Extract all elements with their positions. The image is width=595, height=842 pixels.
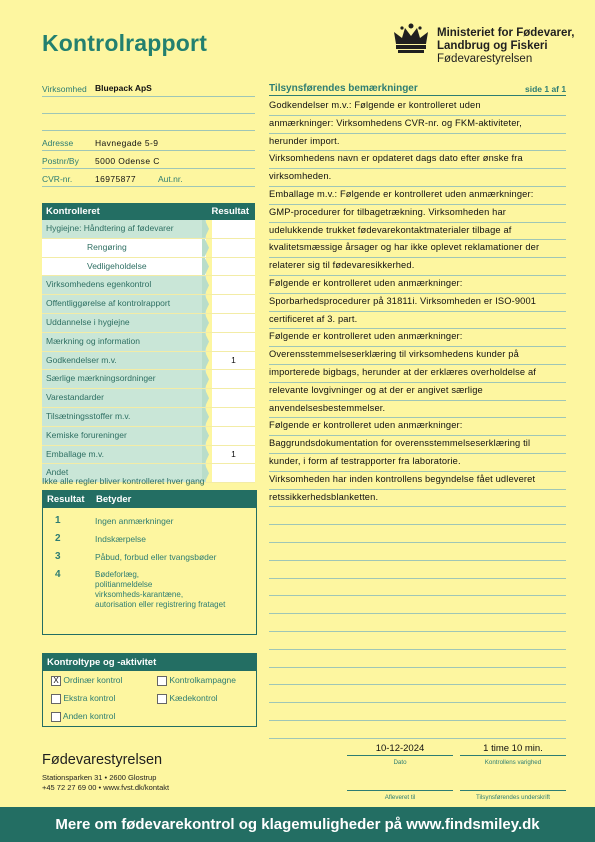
remark-line bbox=[269, 631, 566, 650]
table-row: Kemiske forureninger bbox=[42, 427, 255, 446]
table-row: Særlige mærkningsordninger bbox=[42, 370, 255, 389]
checkbox-ekstra[interactable]: Ekstra kontrol bbox=[51, 693, 115, 704]
crown-logo-icon bbox=[391, 22, 431, 56]
remark-line: Emballage m.v.: Følgende er kontrolleret uden anmærkninger: bbox=[269, 186, 566, 205]
date-label: Dato bbox=[393, 759, 407, 766]
remark-line: Virksomhedens navn er opdateret dags dato efter ønske fra bbox=[269, 150, 566, 169]
controlled-table bbox=[42, 203, 255, 483]
table-row: Tilsætningsstoffer m.v. bbox=[42, 408, 255, 427]
legend-text: Påbud, forbud eller tvangsbøder bbox=[95, 552, 217, 562]
table-row: Uddannelse i hygiejne bbox=[42, 314, 255, 333]
inspector-signature-label: Tilsynsførendes underskrift bbox=[475, 794, 551, 801]
remark-line bbox=[269, 542, 566, 561]
remark-line bbox=[269, 667, 566, 686]
postnr-value: 5000 Odense C bbox=[95, 156, 160, 166]
legend-number: 1 bbox=[55, 515, 61, 526]
checkbox[interactable]: X bbox=[51, 676, 61, 686]
footer-address: Stationsparken 31 • 2600 Glostrup +45 72 27 69 00 • www.fvst.dk/kontakt bbox=[42, 773, 170, 792]
remark-line bbox=[269, 702, 566, 721]
remark-line: Følgende er kontrolleret uden anmærkninger: bbox=[269, 417, 566, 436]
remark-line: virksomheden. bbox=[269, 168, 566, 187]
remark-line: Godkendelser m.v.: Følgende er kontrolleret uden bbox=[269, 97, 566, 116]
page-number: side 1 af 1 bbox=[525, 84, 567, 94]
remark-line: anmærkninger: Virksomhedens CVR-nr. og FKM-aktiviteter, bbox=[269, 115, 566, 134]
remark-line bbox=[269, 684, 566, 703]
legend-text: Indskærpelse bbox=[95, 534, 147, 544]
remark-line bbox=[269, 720, 566, 739]
date-value: 10-12-2024 bbox=[375, 743, 425, 754]
table-row: Virksomhedens egenkontrol bbox=[42, 276, 255, 295]
controlled-note: Ikke alle regler bliver kontrolleret hver gang bbox=[42, 476, 205, 486]
remark-line: Følgende er kontrolleret uden anmærkninger: bbox=[269, 275, 566, 294]
ministry-name: Ministeriet for Fødevarer, Landbrug og Fiskeri Fødevarestyrelsen bbox=[437, 27, 575, 65]
remark-line: udelukkende trukket fødevarekontaktmaterialer tilbage af bbox=[269, 222, 566, 241]
checkbox[interactable] bbox=[51, 712, 61, 722]
remark-line: anvendelsesbestemmelser. bbox=[269, 400, 566, 419]
remark-line: kvalitetsmæssige årsager og har ikke oplevet reklamationer der bbox=[269, 239, 566, 258]
remark-line: importerede bigbags, herunder at der erklæres overholdelse af bbox=[269, 364, 566, 383]
virksomhed-label: Virksomhed bbox=[42, 84, 87, 94]
remark-line: relevante lovgivninger og at der er angivet særlige bbox=[269, 382, 566, 401]
table-row: Emballage m.v. 1 bbox=[42, 446, 255, 465]
remark-line bbox=[269, 595, 566, 614]
table-row: Vedligeholdelse bbox=[42, 258, 255, 277]
table-row: Godkendelser m.v. 1 bbox=[42, 352, 255, 371]
cvr-label: CVR-nr. bbox=[42, 174, 73, 184]
duration-value: 1 time 10 min. bbox=[483, 743, 543, 754]
table-row: Varestandarder bbox=[42, 389, 255, 408]
duration-label: Kontrollens varighed bbox=[484, 759, 542, 766]
remark-line bbox=[269, 649, 566, 668]
delivered-label: Afleveret til bbox=[384, 794, 416, 801]
checkbox[interactable] bbox=[157, 694, 167, 704]
legend-number: 3 bbox=[55, 551, 61, 562]
adresse-label: Adresse bbox=[42, 138, 74, 148]
cvr-value: 16975877 bbox=[95, 174, 137, 184]
checkbox[interactable] bbox=[157, 676, 167, 686]
table-row: Offentliggørelse af kontrolrapport bbox=[42, 295, 255, 314]
adresse-value: Havnegade 5-9 bbox=[95, 138, 159, 148]
legend-text: Bødeforlæg, politianmeldelse virksomheds-karantæne, autorisation eller registrering frataget bbox=[95, 570, 226, 609]
controlled-table-header: Kontrolleret Resultat bbox=[42, 203, 255, 220]
remark-line bbox=[269, 506, 566, 525]
remark-line bbox=[269, 524, 566, 543]
autnr-label: Aut.nr. bbox=[158, 174, 183, 184]
page-title: Kontrolrapport bbox=[42, 30, 208, 56]
postnr-label: Postnr/By bbox=[42, 156, 79, 166]
remark-line: retssikkerhedsblanketten. bbox=[269, 489, 566, 508]
remarks-heading: Tilsynsførendes bemærkninger bbox=[269, 83, 418, 94]
remark-line: GMP-procedurer for tilbagetrækning. Virksomheden har bbox=[269, 204, 566, 223]
agency-name: Fødevarestyrelsen bbox=[437, 53, 533, 65]
checkbox-kaede[interactable]: Kædekontrol bbox=[157, 693, 218, 704]
remark-line: herunder import. bbox=[269, 133, 566, 152]
findsmiley-banner[interactable]: Mere om fødevarekontrol og klagemuligheder på www.findsmiley.dk bbox=[0, 807, 595, 842]
checkbox[interactable] bbox=[51, 694, 61, 704]
virksomhed-value: Bluepack ApS bbox=[95, 83, 152, 93]
table-row: Mærkning og information bbox=[42, 333, 255, 352]
checkbox-anden[interactable]: Anden kontrol bbox=[51, 711, 115, 722]
table-row: Hygiejne: Håndtering af fødevarer bbox=[42, 220, 255, 239]
remark-line: Baggrundsdokumentation for overensstemmelseserklæring til bbox=[269, 435, 566, 454]
remark-line: Virksomheden har inden kontrollens begyndelse fået udleveret bbox=[269, 471, 566, 490]
remark-line: kunder, i form af testrapporter fra laboratorie. bbox=[269, 453, 566, 472]
footer-org-name: Fødevarestyrelsen bbox=[42, 752, 163, 768]
legend-text: Ingen anmærkninger bbox=[95, 516, 174, 526]
remark-line bbox=[269, 560, 566, 579]
checkbox-ordinaer[interactable]: X Ordinær kontrol bbox=[51, 675, 122, 686]
checkbox-kampagne[interactable]: Kontrolkampagne bbox=[157, 675, 236, 686]
legend-number: 2 bbox=[55, 533, 61, 544]
remark-line: Sporbarhedsprocedurer på 31811i. Virksomheden er ISO-9001 bbox=[269, 293, 566, 312]
table-row: Andet bbox=[42, 464, 255, 483]
remark-line: Følgende er kontrolleret uden anmærkninger: bbox=[269, 328, 566, 347]
results-legend: Resultat Betyder 1 Ingen anmærkninger 2 Indskærpelse 3 Påbud, forbud eller tvangsbøder 4 Bødeforlæg, politianmeldelse virksomheds-karantæne, autorisation eller registrering frataget bbox=[42, 490, 257, 635]
remark-line bbox=[269, 613, 566, 632]
remark-line bbox=[269, 578, 566, 597]
legend-number: 4 bbox=[55, 569, 61, 580]
remark-line: relaterer sig til fødevaresikkerhed. bbox=[269, 257, 566, 276]
remark-line: Overensstemmelseserklæring til virksomhedens kunder på bbox=[269, 346, 566, 365]
table-row: Rengøring bbox=[42, 239, 255, 258]
control-type-box: Kontroltype og -aktivitet X Ordinær kontrol Kontrolkampagne Ekstra kontrol Kædekontrol Anden kontrol bbox=[42, 653, 257, 727]
remark-line: certificeret af 3. part. bbox=[269, 311, 566, 330]
